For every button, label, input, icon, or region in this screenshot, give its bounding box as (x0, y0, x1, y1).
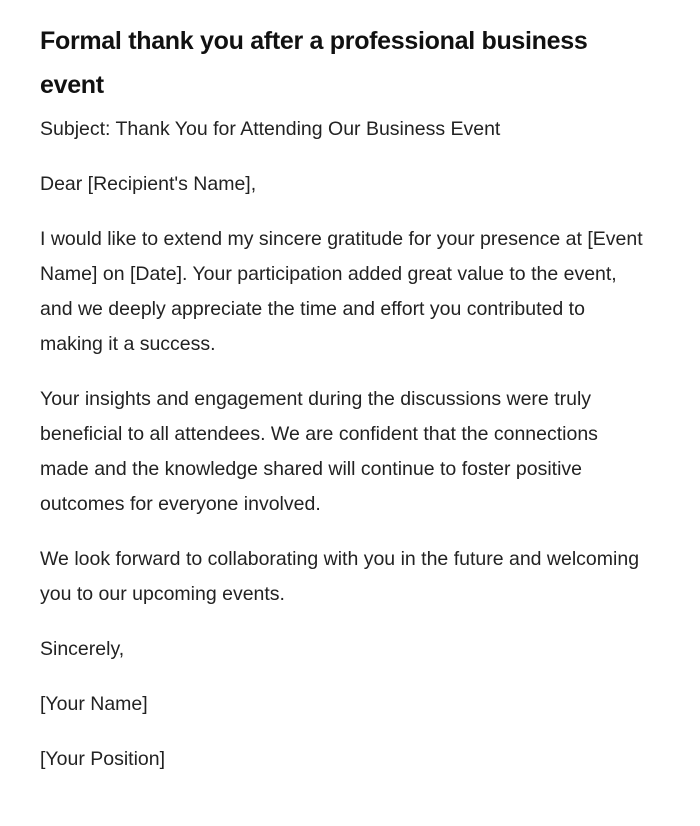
subject-line: Subject: Thank You for Attending Our Business Event (40, 118, 501, 140)
greeting: Dear [Recipient's Name], (40, 173, 257, 195)
closing: Sincerely, (40, 638, 125, 660)
body-paragraph-2: Your insights and engagement during the discussions were truly beneficial to all attendees. We are confident that the connections made and the knowledge shared will continue to foster positive outcomes for everyone involved. (40, 388, 598, 515)
body-paragraph-1: I would like to extend my sincere gratitude for your presence at [Event Name] on [Date]. Your participation added great value to the event, and we deeply appreciate the time and effort you contributed to making it a success. (40, 228, 643, 355)
body-paragraph-3: We look forward to collaborating with you in the future and welcoming you to our upcoming events. (40, 548, 640, 605)
signature-name: [Your Name] (40, 693, 148, 715)
letter-document (40, 0, 650, 777)
signature-position: [Your Position] (40, 748, 166, 770)
page-title: Formal thank you after a professional business event (40, 27, 588, 99)
